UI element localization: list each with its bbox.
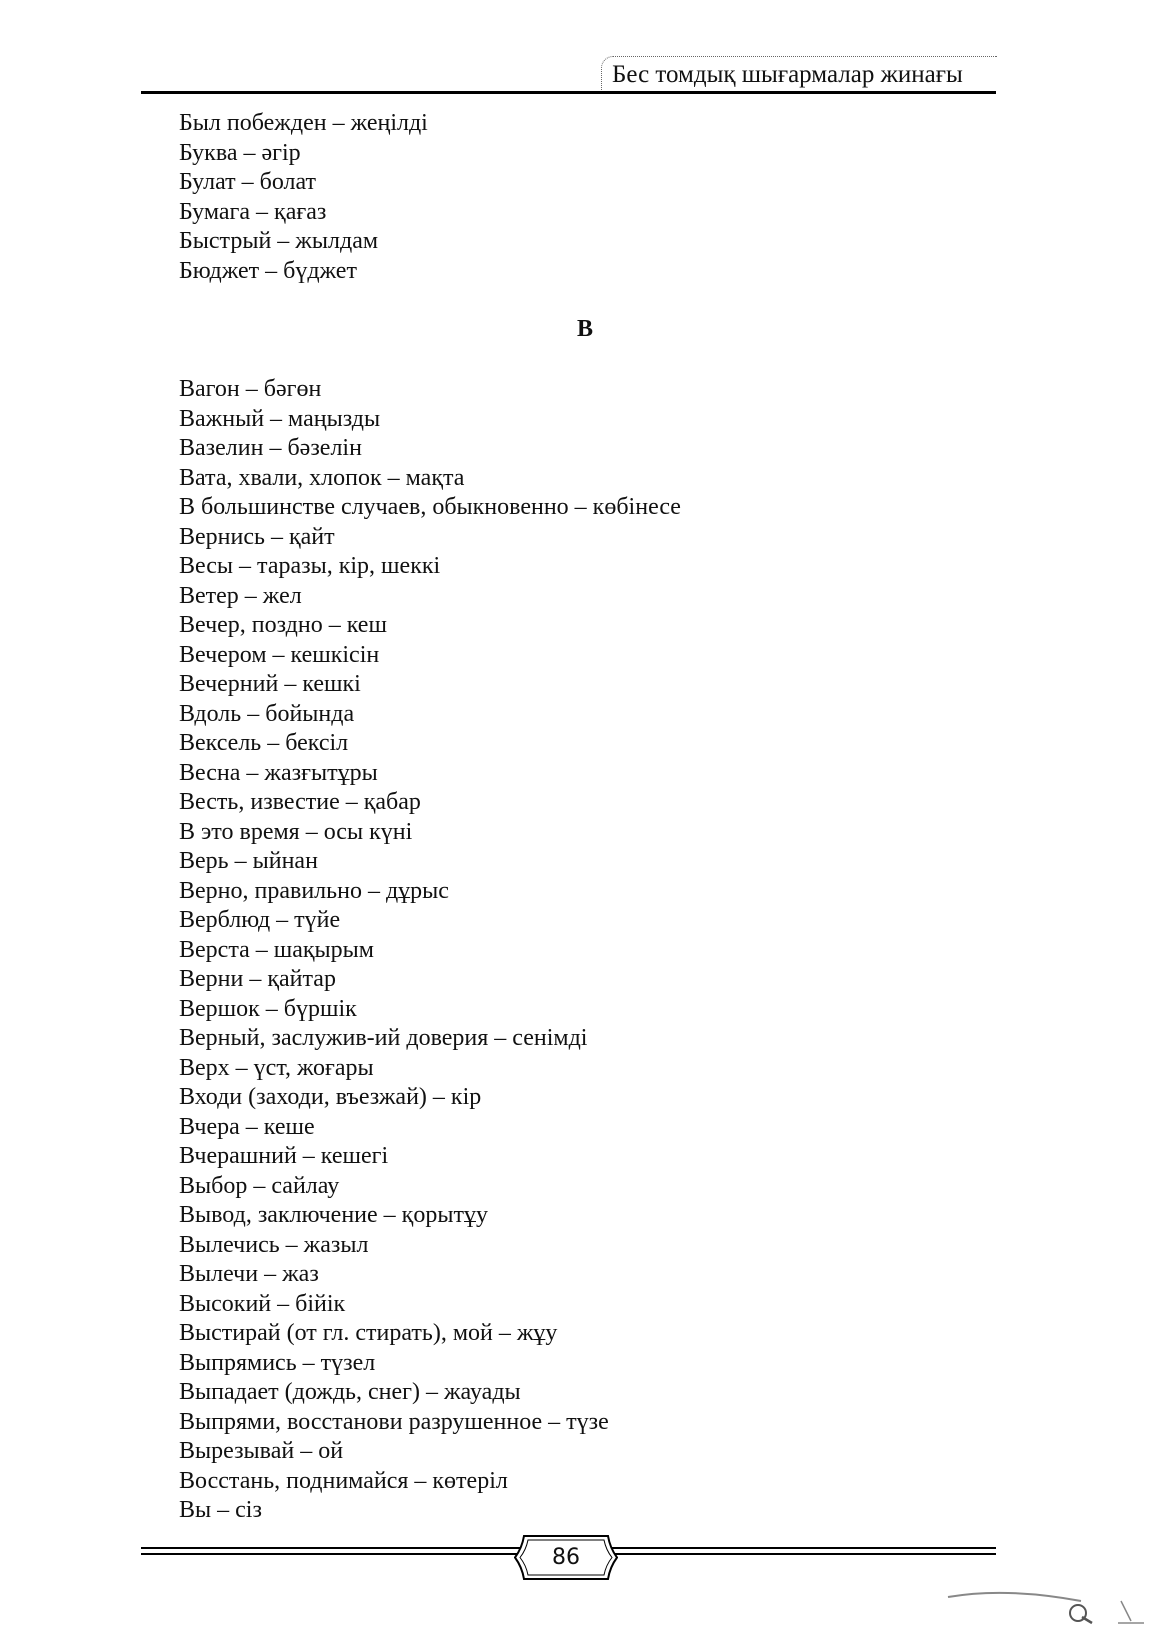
footer-rule-left-bottom [141,1553,521,1555]
section-letter: В [577,316,594,342]
glossary-entry: Вернись – қайт [179,523,335,550]
glossary-entry: Вчерашний – кешегі [179,1143,389,1169]
glossary-entry: Выстирай (от гл. стирать), мой – жұу [179,1320,558,1346]
footer-rule-right-bottom [611,1553,996,1555]
glossary-entry: Выпрямись – түзел [179,1349,376,1376]
header-rule [141,91,996,94]
glossary-entry: Вагон – бәгөн [179,376,322,402]
glossary-entry: Верно, правильно – дұрыс [179,877,449,904]
glossary-entry: Вечер, поздно – кеш [179,612,387,638]
glossary-entry: Важный – маңызды [179,405,381,432]
glossary-entry: Восстань, поднимайся – көтеріл [179,1467,508,1494]
glossary-entry: Вечером – кешкісін [179,641,380,668]
glossary-entry: Выбор – сайлау [179,1172,340,1199]
glossary-entry: Бюджет – бүджет [179,257,357,284]
glossary-entry: В это время – осы күні [179,818,413,845]
footer-rule-left-top [141,1547,521,1549]
glossary-entry: Быстрый – жылдам [179,228,379,254]
glossary-entry: Вырезывай – ой [179,1438,344,1464]
glossary-entry: В большинстве случаев, обыкновенно – көбінесе [179,494,681,520]
glossary-entry: Верь – ыйнан [179,848,318,874]
glossary-entry: Был побежден – жеңілді [179,110,428,136]
glossary-entry: Верни – қайтар [179,966,336,992]
glossary-entry: Вершок – бүршік [179,995,357,1022]
glossary-entry: Буква – әгір [179,139,301,166]
glossary-entry: Вчера – кеше [179,1113,315,1140]
glossary-entry: Вывод, заключение – қорытұу [179,1202,488,1228]
glossary-entry: Вы – сіз [179,1497,262,1523]
glossary-entry: Вечерний – кешкі [179,671,361,697]
glossary-entry: Весть, известие – қабар [179,789,421,815]
glossary-entry: Весна – жазғытұры [179,759,378,786]
glossary-entry: Вылечи – жаз [179,1261,319,1287]
glossary-entry: Верста – шақырым [179,936,374,963]
running-header-title: Бес томдық шығармалар жинағы [612,61,963,88]
watermark-logo [946,1587,1146,1627]
glossary-entry: Верблюд – түйе [179,907,341,933]
glossary-entry: Выпрями, восстанови разрушенное – түзе [179,1408,609,1435]
glossary-entry: Вексель – бексіл [179,730,349,756]
glossary-entry: Весы – таразы, кір, шеккі [179,553,441,579]
glossary-list-v [179,375,979,1526]
glossary-entry: Входи (заходи, въезжай) – кір [179,1084,482,1110]
glossary-entry: Бумага – қағаз [179,198,327,225]
glossary-entry: Булат – болат [179,169,317,195]
glossary-entry: Вдоль – бойында [179,700,355,727]
glossary-entry: Верх – үст, жоғары [179,1054,374,1081]
glossary-entry: Выпадает (дождь, снег) – жауады [179,1379,521,1405]
glossary-list-b [179,109,979,286]
glossary-entry: Вазелин – бәзелін [179,435,362,461]
glossary-entry: Высокий – бійік [179,1290,346,1317]
glossary-entry: Ветер – жел [179,582,302,609]
glossary-entry: Вата, хвали, хлопок – мақта [179,464,465,491]
page-number: 86 [552,1545,580,1570]
footer-rule-right-top [611,1547,996,1549]
glossary-entry: Вылечись – жазыл [179,1231,369,1258]
glossary-entry: Верный, заслужив-ий доверия – сенімді [179,1025,588,1051]
